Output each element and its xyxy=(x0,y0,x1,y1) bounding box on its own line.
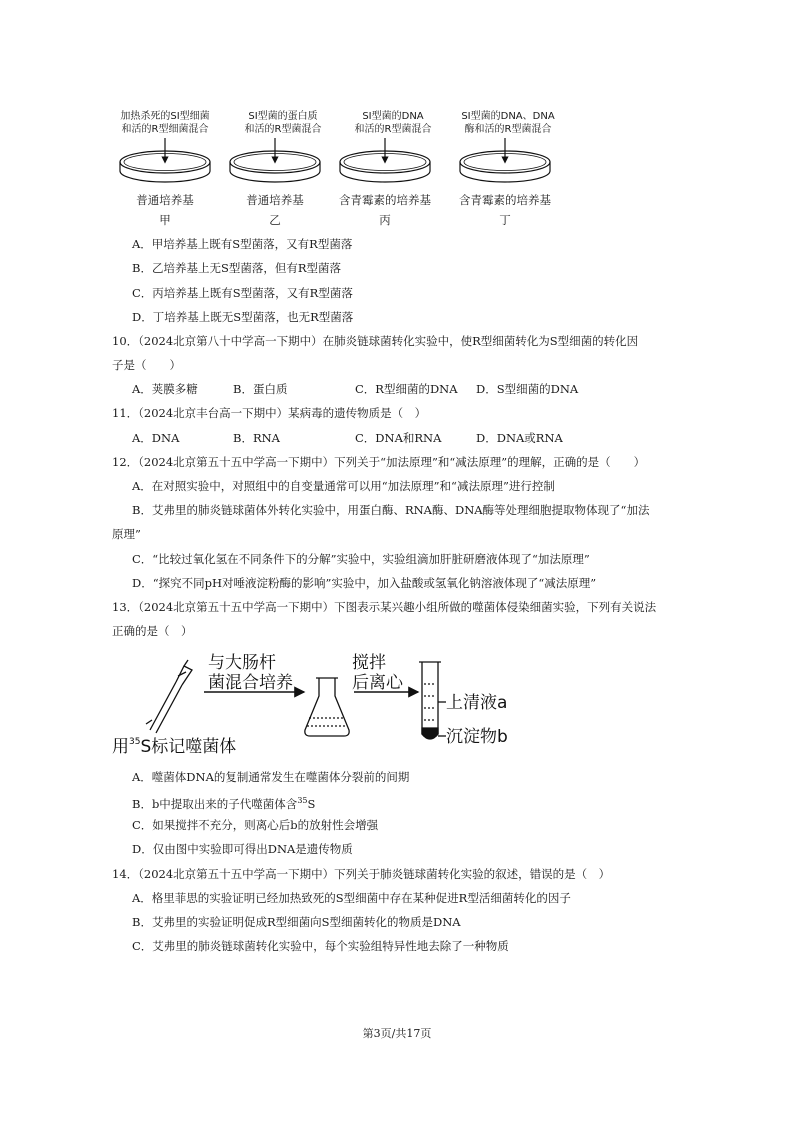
dish-name-jia: 甲 xyxy=(159,213,171,227)
q14-option-b: B．艾弗里的实验证明促成R型细菌向S型细菌转化的物质是DNA xyxy=(132,915,461,929)
q12-option-c: C．“比较过氧化氢在不同条件下的分解”实验中，实验组滴加肝脏研磨液体现了“加法原理” xyxy=(132,552,590,566)
dish-label-jia: 加热杀死的SⅠ型细菌 和活的R型细菌混合 xyxy=(120,111,210,135)
petri-dish-bing xyxy=(340,138,430,182)
q12-option-b-line1: B．艾弗里的肺炎链球菌体外转化实验中，用蛋白酶、RNA酶、DNA酶等处理细胞提取物体现了“加法 xyxy=(132,503,650,517)
dish-name-bing: 丙 xyxy=(379,213,391,227)
petri-dish-jia xyxy=(120,138,210,182)
petri-dish-figure xyxy=(110,108,570,228)
step1-label-line1: 与大肠杆 xyxy=(208,653,276,673)
dish-name-yi: 乙 xyxy=(269,213,281,227)
dish-label-yi: SⅠ型菌的蛋白质 和活的R型菌混合 xyxy=(244,111,322,135)
q10-stem-line2: 子是（ ） xyxy=(112,358,181,372)
q13-option-b: B．b中提取出来的子代噬菌体含$^{35}$S xyxy=(132,796,316,811)
q12-option-a: A．在对照实验中，对照组中的自变量通常可以用“加法原理”和“减法原理”进行控制 xyxy=(132,479,555,493)
q9-option-b: B．乙培养基上无S型菌落，但有R型菌落 xyxy=(132,261,341,275)
phage-experiment-diagram xyxy=(112,648,552,760)
q13-option-a: A．噬菌体DNA的复制通常发生在噬菌体分裂前的间期 xyxy=(132,770,410,784)
q10-option-d: D．S型细菌的DNA xyxy=(476,382,579,396)
dish-medium-yi: 普通培养基 xyxy=(246,193,304,207)
q11-option-b: B．RNA xyxy=(233,431,280,445)
page-footer: 第3页/共17页 xyxy=(362,1027,432,1040)
flask-icon xyxy=(305,678,349,736)
q11-option-d: D．DNA或RNA xyxy=(476,431,563,445)
q12-stem: 12．（2024北京第五十五中学高一下期中）下列关于“加法原理”和“减法原理”的理解，正确的是（ ） xyxy=(112,455,646,469)
dish-medium-ding: 含青霉素的培养基 xyxy=(459,193,551,207)
q10-stem-line1: 10．（2024北京第八十中学高一下期中）在肺炎链球菌转化实验中，使R型细菌转化为S型细菌的转化因 xyxy=(112,334,639,348)
step2-label-line1: 搅拌 xyxy=(352,653,386,673)
dish-label-ding: SⅠ型菌的DNA、DNA 酶和活的R型菌混合 xyxy=(461,111,555,135)
petri-dish-ding xyxy=(460,138,550,182)
q9-option-a: A．甲培养基上既有S型菌落，又有R型菌落 xyxy=(132,237,353,251)
petri-dishes-graphic xyxy=(110,136,570,192)
q10-option-c: C．R型细菌的DNA xyxy=(355,382,458,396)
q9-option-d: D．丁培养基上既无S型菌落，也无R型菌落 xyxy=(132,310,354,324)
q14-option-c: C．艾弗里的肺炎链球菌转化实验中，每个实验组特异性地去除了一种物质 xyxy=(132,939,509,953)
q10-option-a: A．荚膜多糖 xyxy=(132,382,198,396)
dish-medium-bing: 含青霉素的培养基 xyxy=(339,193,431,207)
pipette-icon xyxy=(146,660,192,733)
q13-stem-line1: 13．（2024北京第五十五中学高一下期中）下图表示某兴趣小组所做的噬菌体侵染细菌实验，下列有关说法 xyxy=(112,600,657,614)
dish-name-ding: 丁 xyxy=(499,213,511,227)
q9-option-c: C．丙培养基上既有S型菌落，又有R型菌落 xyxy=(132,286,353,300)
step2-label-line2: 后离心 xyxy=(352,673,403,693)
dish-medium-jia: 普通培养基 xyxy=(136,193,194,207)
q12-option-d: D．“探究不同pH对唾液淀粉酶的影响”实验中，加入盐酸或氢氧化钠溶液体现了“减法原理” xyxy=(132,576,597,590)
q14-stem: 14．（2024北京第五十五中学高一下期中）下列关于肺炎链球菌转化实验的叙述，错误的是（ ） xyxy=(112,867,611,881)
q14-option-a: A．格里菲思的实验证明已经加热致死的S型细菌中存在某种促进R型活细菌转化的因子 xyxy=(132,891,571,905)
centrifuge-tube-icon xyxy=(419,662,446,739)
q10-option-b: B．蛋白质 xyxy=(233,382,288,396)
q13-stem-line2: 正确的是（ ） xyxy=(112,624,193,638)
q13-option-d: D．仅由图中实验即可得出DNA是遗传物质 xyxy=(132,842,353,856)
q11-stem: 11．（2024北京丰台高一下期中）某病毒的遗传物质是（ ） xyxy=(112,406,427,420)
sediment-label: 沉淀物b xyxy=(446,727,508,747)
step1-label-line2: 菌混合培养 xyxy=(208,673,293,693)
q11-option-a: A．DNA xyxy=(132,431,180,445)
q13-option-c: C．如果搅拌不充分，则离心后b的放射性会增强 xyxy=(132,818,379,832)
dish-label-bing: SⅠ型菌的DNA 和活的R型菌混合 xyxy=(354,111,432,135)
petri-dish-yi xyxy=(230,138,320,182)
supernatant-label: 上清液a xyxy=(446,693,508,713)
phage-label: 用$^{35}$S标记噬菌体 xyxy=(112,737,237,757)
q12-option-b-line2: 原理” xyxy=(112,527,141,541)
q11-option-c: C．DNA和RNA xyxy=(355,431,442,445)
